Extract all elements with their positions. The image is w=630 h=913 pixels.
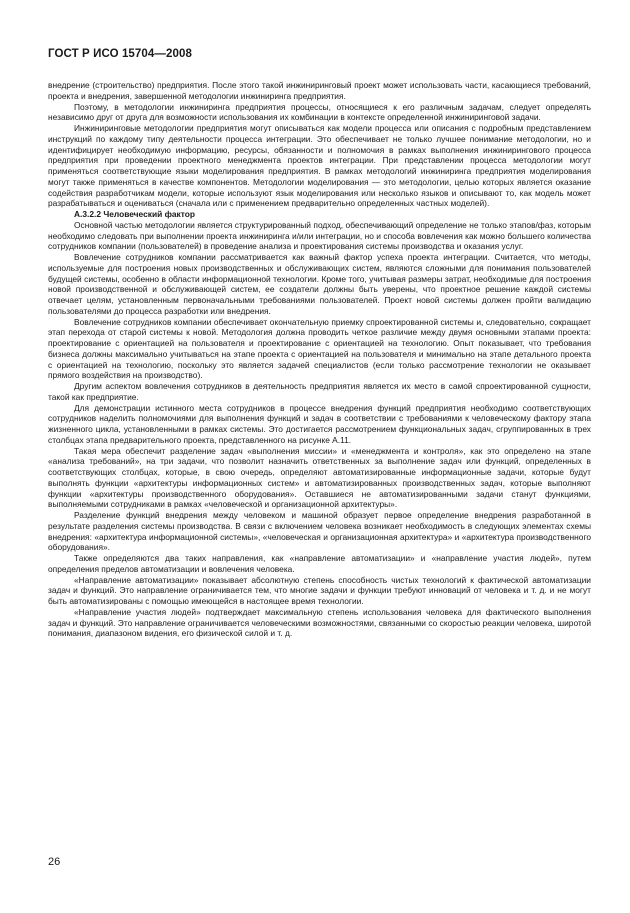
paragraph: Также определяются два таких направления, как «направление автоматизации» и «направление участия людей», путем определения пределов автоматизации и вовлечения человека. xyxy=(48,553,591,574)
paragraph: Для демонстрации истинного места сотрудников в процессе внедрения функций предприятия необходимо соответствующих сотрудников наделить полномочиями для выполнения функций и задач в соответствии с требованиями к человеческому фактору этапа жизненного цикла, установленными в рамках системы. Это достигается рассмотрением функциональных задач, сгруппированных в трех столбцах этапа предварительного проекта, представленного на рисунке А.11. xyxy=(48,402,591,445)
paragraph: Вовлечение сотрудников компании обеспечивает окончательную приемку спроектированной системы и, следовательно, сокращает этап перехода от старой системы к новой. Методология должна проводить четкое различие между двумя основными этапами проекта: проектирование с ориентацией на пользователя и проектирование с ориентацией на технологию. Опыт показывает, что требования бизнеса должны максимально учитываться на этапе проекта с ориентацией на пользователя и минимально на этапе детального проекта с ориентацией на технологию, поскольку это является задачей специалистов (если только рассмотрение технологии не оказывает прямого воздействия на производство). xyxy=(48,316,591,381)
paragraph: «Направление автоматизации» показывает абсолютную степень способность чистых технологий к фактической автоматизации задач и функций. Это направление ограничивается тем, что многие задачи и функции требуют инноваций от человека и т. д. и не могут быть автоматизированы с помощью имеющейся в настоящее время технологии. xyxy=(48,574,591,606)
paragraph: Разделение функций внедрения между человеком и машиной образует первое определение внедрения разработанной в результате разделения системы производства. В связи с включением человека возникает необходимость в следующих элементах схемы внедрения: «архитектура информационной системы», «человеческая и организационная архитектура» и «архитектура производственного оборудования». xyxy=(48,510,591,553)
standard-header: ГОСТ Р ИСО 15704—2008 xyxy=(48,48,193,60)
body-text xyxy=(48,80,591,639)
section-heading: A.3.2.2 Человеческий фактор xyxy=(74,209,195,219)
paragraph: «Направление участия людей» подтверждает максимальную степень использования человека для фактического выполнения задач и функций. Это направление ограничивается человеческими возможностями, связанными со скоростью реакции человека, широтой понимания, диапазоном видения, его физической силой и т. д. xyxy=(48,606,591,639)
paragraph: Такая мера обеспечит разделение задач «выполнения миссии» и «менеджмента и контроля», как это определено на этапе «анализа требований», на три задачи, что позволит назначить ответственных за выполнение задач или функций, определенных в соответствующих столбцах, которые, в свою очередь, определяют автоматизированные информационные задачи, которые будут выполнять функции «архитектуры информационных систем» и автоматизированных производственных задач, которые выполняют функции «архитектуры производственного оборудования». Оставшиеся не автоматизированными задачи станут функциями, выполняемыми сотрудниками в рамках «человеческой и организационной архитектуры». xyxy=(48,445,591,510)
paragraph: Инжиниринговые методологии предприятия могут описываться как модели процесса или описания с подробным представлением инструкций по каждому типу деятельности процесса интеграции. Это обеспечивает не только лучшее понимание методологии, но и идентифицирует необходимую информацию, ресурсы, обязанности и полномочия в рамках выполнения инжинирингового процесса предприятия при проведении проектного менеджмента проектов интеграции. При представлении процесса методологии могут применяться соответствующие языки моделирования предприятия. В рамках методологий инжиниринга предприятия моделирования могут также применяться в качестве компонентов. Методологии моделирования — это методологии, целью которых является оказание содействия разработчикам модели, которые используют язык моделирования или несколько языков и описывают то, как модель может разрабатываться и оцениваться (сначала или с применением предварительно определенных частных моделей). xyxy=(48,123,591,209)
paragraph: Вовлечение сотрудников компании рассматривается как важный фактор успеха проекта интеграции. Считается, что методы, используемые для построения новых производственных и обслуживающих систем, являются сложными для понимания пользователей будущей системы, особенно в области информационной технологии. Кроме того, учитывая размеры затрат, необходимые для построения новой производственной и обслуживающей систем, ее создатели должны быть уверены, что проектное решение каждой системы отвечает целям, установленным первоначальными требованиями пользователей. Проект новой системы должен пройти валидацию пользователями до процесса разработки или внедрения. xyxy=(48,252,591,316)
paragraph: Основной частью методологии является структурированный подход, обеспечивающий определение не только этапов/фаз, которым необходимо следовать при выполнении проекта инжиниринга и/или интеграции, но и способа вовлечения как можно большего количества сотрудников компании (пользователей) в проведение анализа и проектирования системы производства и оказания услуг. xyxy=(48,219,591,252)
paragraph: Поэтому, в методологии инжиниринга предприятия процессы, относящиеся к его различным задачам, следует определять независимо друг от друга для возможности использования их комбинации в контексте определенной инжиниринговой задачи. xyxy=(48,101,591,123)
paragraph: внедрение (строительство) предприятия. После этого такой инжиниринговый проект может использовать части, касающиеся требований, проекта и внедрения, завершенной методологии инжиниринга предприятия. xyxy=(48,80,591,101)
paragraph: Другим аспектом вовлечения сотрудников в деятельность предприятия является их место в самой спроектированной сущности, такой как предприятие. xyxy=(48,381,591,402)
page-number: 26 xyxy=(48,856,61,868)
